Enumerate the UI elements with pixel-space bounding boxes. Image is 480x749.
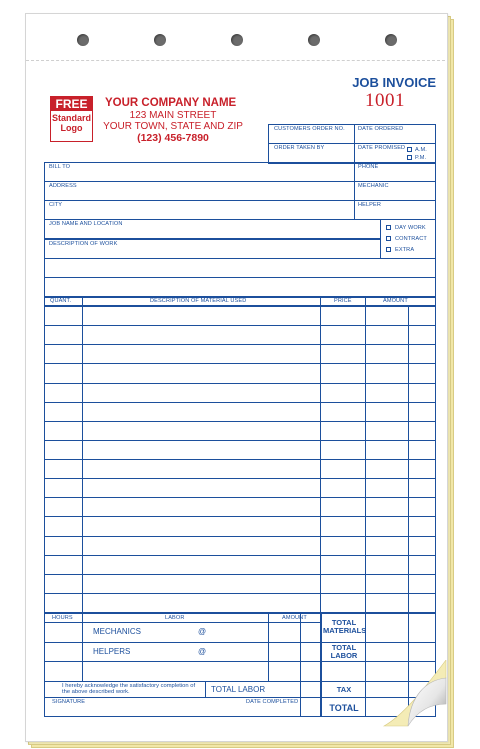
material-row-line: [44, 421, 436, 422]
col-header-amount: AMOUNT: [383, 298, 408, 304]
logo-free-banner: FREE: [51, 97, 92, 111]
contract-checkbox[interactable]: [386, 236, 391, 241]
labor-bottom-rule: [44, 716, 436, 717]
order-box-midline: [268, 143, 436, 144]
total-materials-label: TOTAL MATERIALS: [323, 618, 367, 635]
helpers-at: @: [198, 647, 207, 656]
binding-hole: [154, 34, 166, 46]
helpers-label: HELPERS: [93, 647, 131, 656]
extra-checkbox[interactable]: [386, 247, 391, 252]
order-taken-by-label: ORDER TAKEN BY: [274, 145, 325, 151]
material-row-line: [44, 593, 436, 594]
company-name: YOUR COMPANY NAME: [105, 97, 237, 109]
logo-line1: Standard: [51, 113, 91, 123]
material-row-line: [44, 536, 436, 537]
labor-row-line: [44, 661, 436, 662]
customers-order-no-label: CUSTOMERS ORDER NO.: [274, 126, 345, 132]
col-header-quant: QUANT.: [50, 298, 72, 304]
company-city-state-zip: YOUR TOWN, STATE AND ZIP: [103, 121, 243, 132]
total-labor-label: TOTAL LABOR: [211, 685, 266, 694]
perforation-line: [26, 60, 445, 61]
row-line: [44, 219, 436, 220]
labor-divider: [300, 612, 301, 716]
total-label: TOTAL: [329, 703, 359, 713]
city-label: CITY: [49, 202, 63, 208]
material-row-line: [44, 459, 436, 460]
col-header-price: PRICE: [334, 298, 352, 304]
page-curl: [380, 660, 450, 730]
labor-divider: [320, 612, 322, 716]
material-row-line: [44, 363, 436, 364]
bill-to-label: BILL TO: [49, 164, 71, 170]
binding-hole: [231, 34, 243, 46]
phone-label: PHONE: [358, 164, 379, 170]
date-completed-label: DATE COMPLETED: [246, 699, 299, 705]
pm-checkbox[interactable]: [407, 155, 412, 160]
material-row-line: [44, 383, 436, 384]
extra-label: EXTRA: [395, 247, 415, 253]
col-header-description: DESCRIPTION OF MATERIAL USED: [150, 298, 247, 304]
signature-label: SIGNATURE: [52, 699, 86, 705]
description-of-work-label: DESCRIPTION OF WORK: [49, 241, 118, 247]
company-phone: (123) 456-7890: [137, 132, 209, 144]
material-row-line: [44, 344, 436, 345]
helper-label: HELPER: [358, 202, 381, 208]
labor-row-line: [44, 642, 436, 643]
labor-header-rule: [44, 622, 320, 623]
material-row-line: [44, 440, 436, 441]
tax-label: TAX: [336, 685, 352, 694]
work-type-divider: [380, 219, 381, 258]
date-promised-label: DATE PROMISED: [358, 145, 406, 151]
labor-left-border: [44, 612, 45, 717]
day-work-label: DAY WORK: [395, 225, 426, 231]
order-box-divider: [354, 124, 355, 164]
material-row-line: [44, 555, 436, 556]
am-label: A.M.: [415, 147, 427, 153]
pm-label: P.M.: [415, 155, 427, 161]
company-logo: [50, 96, 93, 142]
logo-text: [51, 113, 92, 133]
labor-amount-label: AMOUNT: [282, 615, 307, 621]
material-row-line: [44, 402, 436, 403]
row-line: [44, 200, 436, 201]
hours-label: HOURS: [52, 615, 73, 621]
row-line: [44, 181, 436, 182]
labor-row-line: [44, 697, 436, 698]
day-work-checkbox[interactable]: [386, 225, 391, 230]
binding-hole: [77, 34, 89, 46]
materials-header-rule: [44, 305, 436, 307]
labor-row-line: [44, 681, 436, 682]
date-ordered-label: DATE ORDERED: [358, 126, 404, 132]
am-checkbox[interactable]: [407, 147, 412, 152]
labor-top-rule: [44, 612, 436, 614]
mechanic-label: MECHANIC: [358, 183, 389, 189]
contract-label: CONTRACT: [395, 236, 427, 242]
job-underline: [44, 238, 380, 240]
total-labor-right-label: TOTAL LABOR: [330, 643, 358, 660]
customer-right-divider: [354, 162, 355, 219]
row-line: [44, 258, 436, 259]
labor-label: LABOR: [165, 615, 185, 621]
job-name-location-label: JOB NAME AND LOCATION: [49, 221, 123, 227]
total-labor-divider: [205, 681, 206, 697]
address-label: ADDRESS: [49, 183, 77, 189]
company-street: 123 MAIN STREET: [129, 110, 217, 121]
mechanics-at: @: [198, 627, 207, 636]
material-row-line: [44, 325, 436, 326]
invoice-number: 1001: [365, 90, 405, 111]
mechanics-label: MECHANICS: [93, 627, 142, 636]
acknowledge-text: I hereby acknowledge the satisfactory completion of the above described work.: [62, 683, 196, 696]
material-row-line: [44, 478, 436, 479]
logo-line2: Logo: [60, 123, 83, 133]
material-row-line: [44, 497, 436, 498]
row-line: [44, 277, 436, 278]
invoice-title: JOB INVOICE: [352, 75, 436, 90]
binding-hole: [385, 34, 397, 46]
material-row-line: [44, 574, 436, 575]
material-row-line: [44, 516, 436, 517]
binding-hole: [308, 34, 320, 46]
